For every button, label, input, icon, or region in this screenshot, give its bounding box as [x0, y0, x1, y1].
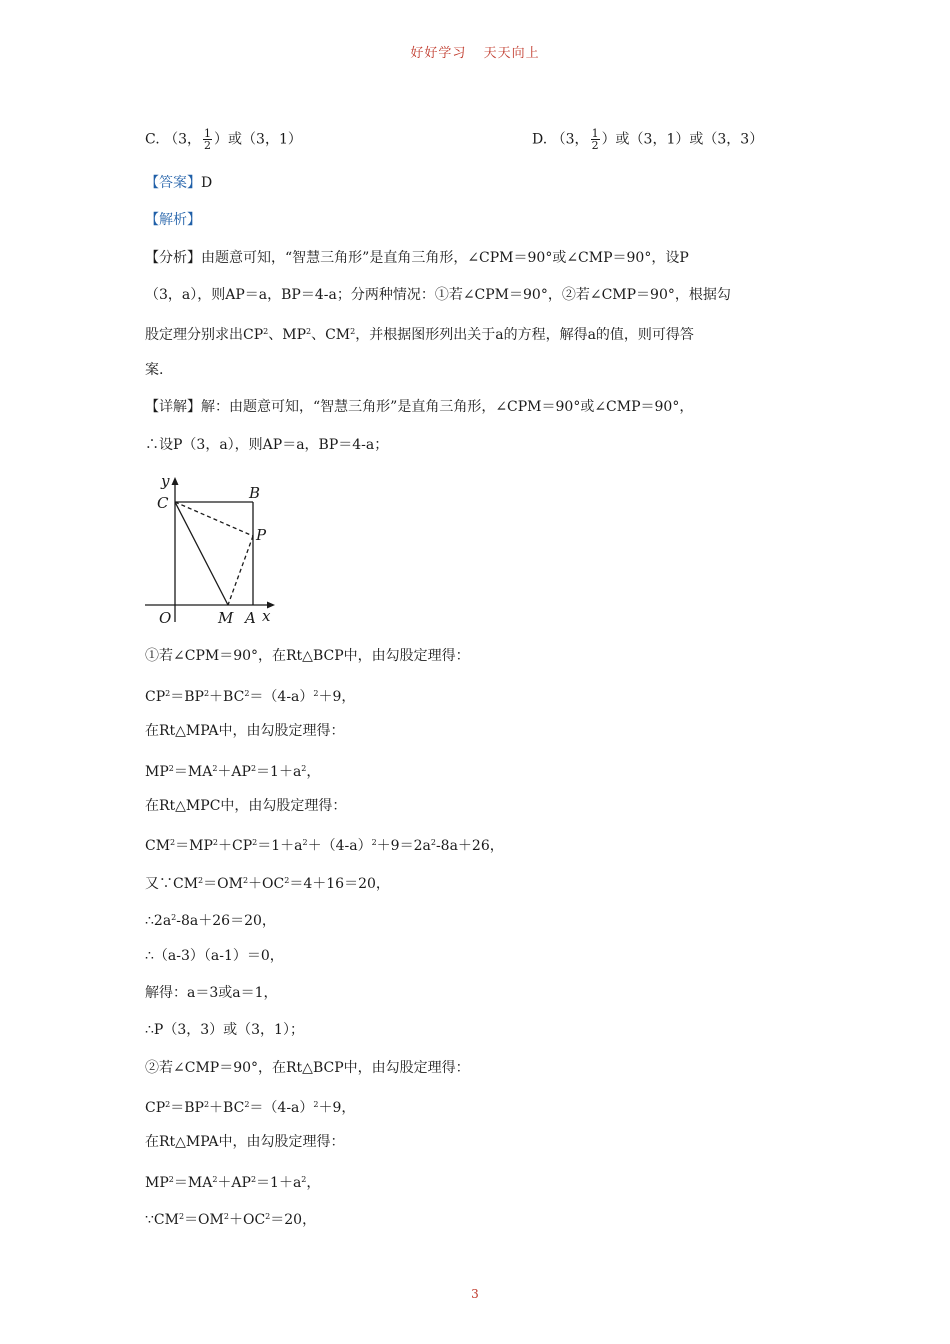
- label-o: O: [159, 609, 172, 627]
- fenxi-line-3: 股定理分别求出$CP^2$、$MP^2$、$CM^2$，并根据图形列出关于a的方程，解得a的值，则可得答: [145, 327, 694, 343]
- fraction: $\frac{1}{2}$: [591, 127, 599, 152]
- step-2: $CP^2=BP^2+BC^2=(4-a)^2+9$，: [145, 689, 356, 705]
- page-number: 3: [471, 1287, 479, 1301]
- step-12: ②若∠CMP＝90°，在Rt△BCP中，由勾股定理得：: [145, 1060, 470, 1076]
- label-y: y: [161, 472, 170, 490]
- segment-cp: [175, 502, 253, 536]
- segment-pm: [228, 536, 253, 605]
- step-15: $MP^2=MA^2+AP^2=1+a^2$，: [145, 1175, 321, 1191]
- step-5: 在Rt△MPC中，由勾股定理得：: [145, 798, 347, 814]
- step-14: 在Rt△MPA中，由勾股定理得：: [145, 1134, 345, 1150]
- step-10: 解得：a＝3或a＝1，: [145, 985, 278, 1001]
- label-x: x: [262, 607, 271, 625]
- step-6: $CM^2=MP^2+CP^2=1+a^2+(4-a)^2+9=2a^2-8a+26$，: [145, 838, 504, 854]
- y-axis-arrow-icon: [172, 477, 179, 485]
- step-1: ①若∠CPM＝90°，在Rt△BCP中，由勾股定理得：: [145, 648, 470, 664]
- page-header: [0, 42, 950, 61]
- step-9: ∴（a-3）（a-1）＝0，: [145, 948, 284, 964]
- label-a: A: [245, 609, 256, 627]
- segment-cm: [175, 502, 228, 605]
- geometry-figure: [145, 472, 285, 632]
- fenxi-line-2: （3，a），则AP＝a，BP＝4-a；分两种情况：①若∠CPM＝90°，②若∠CMP＝90°，根据勾: [145, 287, 731, 303]
- step-7: 又$\because CM^2=OM^2+OC^2=4+16=20$，: [145, 876, 390, 892]
- xiangjie-line-2: ∴设P（3，a），则AP＝a，BP＝4-a；: [145, 437, 389, 453]
- header-left: 好好学习: [410, 46, 467, 61]
- step-4: $MP^2=MA^2+AP^2=1+a^2$，: [145, 764, 321, 780]
- label-m: M: [218, 609, 234, 627]
- fenxi-line-1: 【分析】由题意可知，“智慧三角形”是直角三角形，∠CPM＝90°或∠CMP＝90°，设P: [145, 250, 689, 266]
- answer-tag: 【答案】: [145, 175, 201, 191]
- step-8: $\therefore 2a^2-8a+26=20$，: [145, 913, 276, 929]
- xiangjie-line-1: 【详解】解：由题意可知，“智慧三角形”是直角三角形，∠CPM＝90°或∠CMP＝90°，: [145, 399, 694, 415]
- label-p: P: [256, 526, 267, 544]
- answer-line: [145, 173, 212, 193]
- step-11: ∴P（3，3）或（3，1）；: [145, 1022, 304, 1038]
- analysis-tag: 【解析】: [145, 212, 201, 228]
- label-c: C: [157, 494, 169, 512]
- step-13: $CP^2=BP^2+BC^2=(4-a)^2+9$，: [145, 1100, 356, 1116]
- label-b: B: [249, 484, 261, 502]
- geometry-diagram: [145, 472, 285, 628]
- option-c: C. （3， $\frac{1}{2}$ ）或（3，1）: [145, 127, 302, 152]
- option-d: D. （3， $\frac{1}{2}$ ）或（3，1）或（3，3）: [532, 127, 764, 152]
- step-16: $\because CM^2=OM^2+OC^2=20$，: [145, 1212, 317, 1228]
- fraction: $\frac{1}{2}$: [204, 127, 212, 152]
- header-right: 天天向上: [483, 46, 540, 61]
- fenxi-line-4: 案.: [145, 362, 164, 378]
- step-3: 在Rt△MPA中，由勾股定理得：: [145, 723, 345, 739]
- answer-value: D: [201, 175, 213, 191]
